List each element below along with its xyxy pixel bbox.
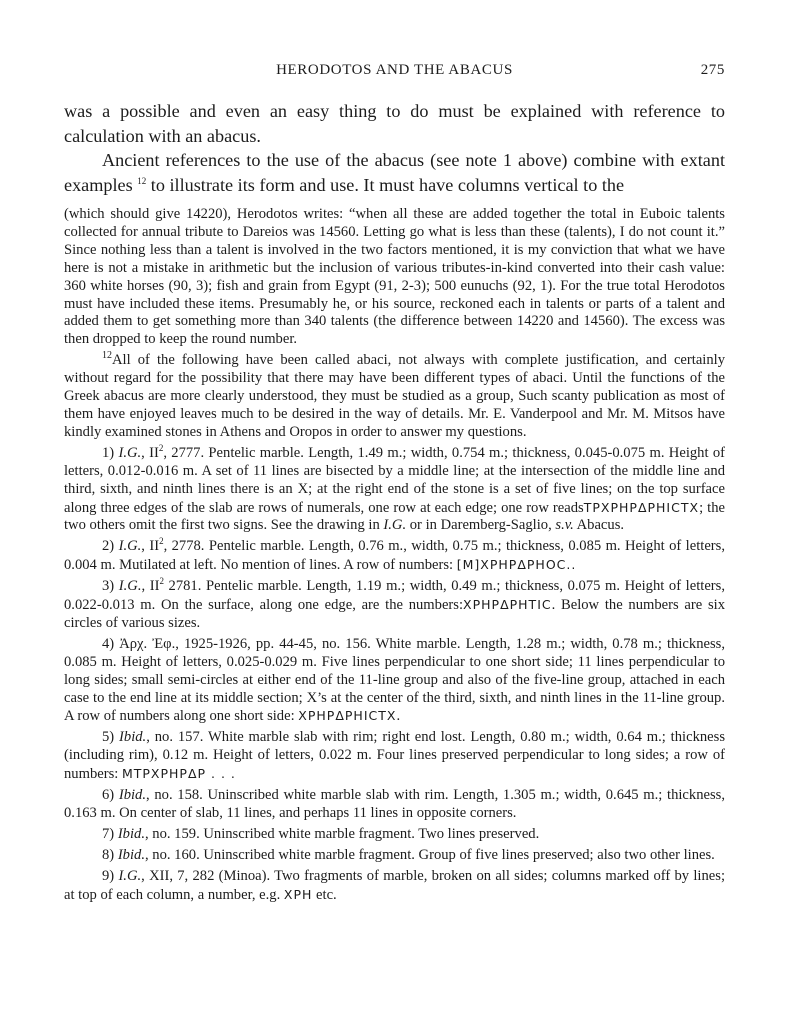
footnote-11-continuation: (which should give 14220), Herodotos writes: “when all these are added together the total in Euboic talents collected for annual tribute to Dareios was 14560. Letting go what is less than these (talents), I do not count it.” Since nothing less than a talent is involved in the two factors mentioned, it is my conviction that what we have here is not a mistake in arithmetic but the inclusion of various tributes-in-kind converted into their cash value: 360 white horses (90, 3); fish and grain from Egypt (91, 2-3); 500 eunuchs (92, 1). For the true total Herodotos must have included these items. Presumably he, or his source, reckoned each in talents or parts of a talent and added them to get something more than 340 talents (the difference between 14220 and 14560). The excess was then dropped to keep the round number. bbox=[64, 206, 725, 348]
item-8-number: 8) bbox=[102, 846, 118, 863]
item-2-text-b: , 2778. Pentelic marble. Length, 0.76 m., width, 0.75 m.; thickness, 0.085 m. Height of letters, 0.004 m. Mutilated at left. No mention of lines. A row of numbers: bbox=[64, 538, 725, 574]
item-9-text-a: , XII, 7, 282 (Minoa). Two fragments of marble, broken on all sides; columns marked off by lines; at top of each column, a number, e.g. bbox=[64, 867, 725, 903]
paragraph-2 bbox=[64, 148, 725, 197]
item-6-text: , no. 158. Uninscribed white marble slab with rim. Length, 1.305 m.; width, 0.645 m.; thickness, 0.163 m. On center of slab, 11 lines, and perhaps 11 lines in opposite corners. bbox=[64, 787, 725, 821]
abacus-item-8 bbox=[64, 847, 725, 865]
footnote-12-number: 12 bbox=[102, 350, 112, 362]
item-5-ibid: Ibid. bbox=[119, 729, 147, 746]
running-title: HERODOTOS AND THE ABACUS bbox=[276, 62, 513, 78]
abacus-item-9 bbox=[64, 868, 725, 905]
item-4-text: 4) Ἀρχ. Ἐφ., 1925-1926, pp. 44-45, no. 156. White marble. Length, 1.28 m.; width, 0.78 m.; thickness, 0.085 m. Height of letters, 0.025-0.029 m. Five lines perpendicular to one short side; 11 lines perpendicular to long sides; small semi-circles at either end of the 11-line group and also of the five-line group, attached in each case to the end line at its middle section; X’s at the center of the third, sixth, and ninth lines in the 11-line group. A row of numbers along one short side: bbox=[64, 635, 725, 725]
item-1-text-e: Abacus. bbox=[573, 517, 625, 534]
item-3-text-b: 2781. Pentelic marble. Length, 1.19 m.; width, 0.49 m.; thickness, 0.075 m. Height of letters, 0.022-0.013 m. On the surface, along one edge, are the numbers: bbox=[64, 578, 725, 614]
item-2-superscript: 2 bbox=[159, 536, 164, 547]
item-1-source-2: I.G. bbox=[383, 517, 407, 534]
main-text bbox=[64, 99, 725, 197]
paragraph-2-text-a: Ancient references to the use of the abacus (see note 1 above) combine with extant examples bbox=[64, 150, 725, 195]
item-3-source: I.G. bbox=[118, 578, 142, 595]
item-2-numerals: [M]ΧΡΗΡΔΡΗΟC.. bbox=[456, 557, 577, 573]
item-3-text-c: . Below the numbers are six circles of various sizes. bbox=[64, 597, 725, 631]
running-head bbox=[64, 62, 725, 86]
item-3-text-a: , II bbox=[141, 578, 160, 595]
item-1-text-c: ; the two others omit the first two signs. See the drawing in bbox=[64, 499, 725, 534]
item-5-text: , no. 157. White marble slab with rim; right end lost. Length, 0.80 m.; width, 0.64 m.; thickness (including rim), 0.12 m. Height of letters, 0.022 m. Four lines preserved perpendicular to long sides; a row of numbers: bbox=[64, 729, 725, 783]
item-1-number: 1) bbox=[102, 444, 119, 461]
footnote-ref-12[interactable]: 12 bbox=[137, 175, 147, 186]
item-9-text-b: etc. bbox=[312, 886, 337, 903]
item-1-text-b: , 2777. Pentelic marble. Length, 1.49 m.; width, 0.754 m.; thickness, 0.045-0.075 m. Height of letters, 0.012-0.016 m. A set of 11 lines are bisected by a middle line; at the intersection of the middle line and third, sixth, and ninth lines there is an X; at the right end of the stone is a set of five lines; on the top surface along three edges of the slab are rows of numerals, one row at each edge; one row reads bbox=[64, 444, 725, 516]
abacus-item-5 bbox=[64, 729, 725, 784]
item-1-numerals: ΤΡΧΡΗΡΔΡΗΙCΤΧ bbox=[583, 499, 700, 515]
abacus-item-6 bbox=[64, 787, 725, 823]
item-3-numerals: ΧΡΗΡΔΡΗΤΙC bbox=[463, 597, 552, 613]
item-8-text: , no. 160. Uninscribed white marble fragment. Group of five lines preserved; also two other lines. bbox=[144, 846, 715, 863]
paragraph-2-text-b: to illustrate its form and use. It must have columns vertical to the bbox=[150, 174, 625, 195]
item-3-superscript: 2 bbox=[159, 576, 164, 587]
item-4-numerals: ΧΡΗΡΔΡΗΙCΤΧ bbox=[298, 708, 397, 724]
item-5-numerals: ΜΤΡΧΡΗΡΔΡ . . . bbox=[121, 766, 236, 782]
abacus-item-1 bbox=[64, 442, 725, 536]
abacus-item-7 bbox=[64, 826, 725, 844]
item-9-numerals: ΧΡΗ bbox=[283, 886, 313, 902]
item-6-number: 6) bbox=[102, 787, 119, 804]
item-8-ibid: Ibid. bbox=[117, 846, 145, 863]
item-2-source: I.G. bbox=[118, 538, 142, 555]
item-9-source: I.G. bbox=[118, 867, 142, 884]
item-1-source: I.G. bbox=[118, 444, 142, 461]
item-1-superscript: 2 bbox=[158, 442, 164, 453]
item-5-number: 5) bbox=[102, 729, 120, 746]
abacus-item-3 bbox=[64, 578, 725, 633]
item-2-number: 2) bbox=[102, 538, 119, 555]
paragraph-1: was a possible and even an easy thing to do must be explained with reference to calculation with an abacus. bbox=[64, 101, 725, 146]
item-6-ibid: Ibid. bbox=[118, 787, 147, 804]
item-1-text-d: or in Daremberg-Saglio, bbox=[406, 517, 556, 534]
item-7-ibid: Ibid. bbox=[117, 825, 145, 842]
item-2-text-a: , II bbox=[141, 538, 160, 555]
page-number: 275 bbox=[700, 62, 725, 78]
abacus-item-4 bbox=[64, 636, 725, 727]
item-1-sv: s.v. bbox=[555, 517, 574, 534]
abacus-item-2 bbox=[64, 538, 725, 575]
item-4-period: . bbox=[396, 708, 401, 725]
item-7-text: , no. 159. Uninscribed white marble fragment. Two lines preserved. bbox=[144, 825, 540, 842]
item-1-text-a: , II bbox=[141, 444, 159, 461]
item-9-number: 9) bbox=[102, 867, 119, 884]
item-7-number: 7) bbox=[102, 825, 118, 842]
footnote-12-text: All of the following have been called abaci, not always with complete justification, and certainly without regard for the possibility that there may have been different types of abaci. Until the functions of the Greek abacus are more clearly understood, they must be studied as a group, Such scanty publication as most of them have enjoyed leaves much to be desired in the way of details. Mr. E. Vanderpool and Mr. M. Mitsos have kindly examined stones in Athens and Oropos in order to answer my questions. bbox=[64, 352, 725, 440]
footnote-12 bbox=[64, 352, 725, 442]
footnotes bbox=[64, 206, 725, 908]
item-3-number: 3) bbox=[102, 578, 119, 595]
